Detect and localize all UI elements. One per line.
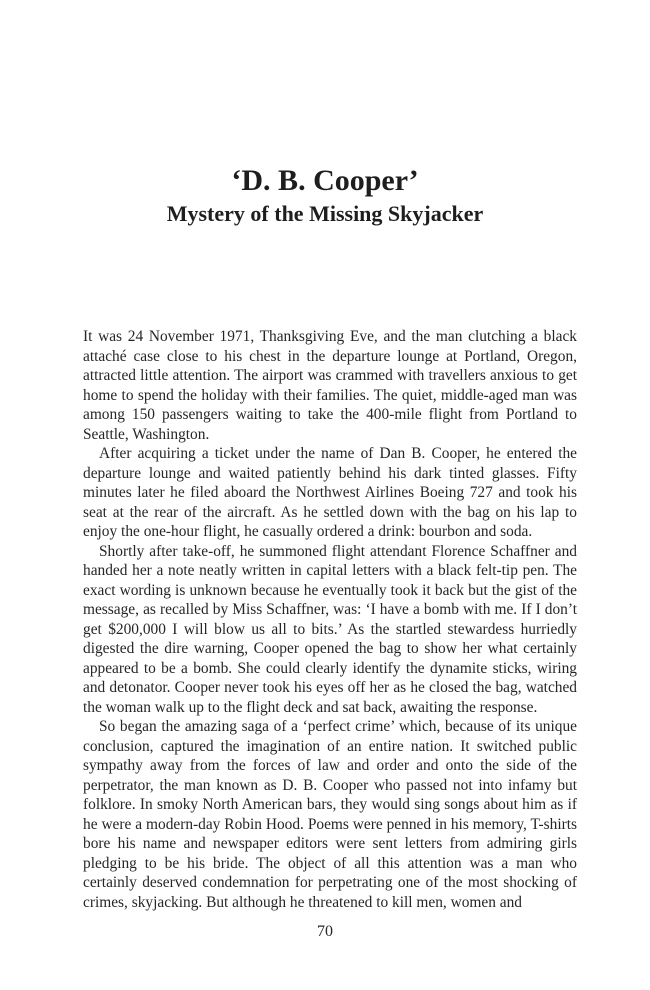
- chapter-body: [83, 327, 577, 912]
- paragraph-1: It was 24 November 1971, Thanksgiving Eve, and the man clutching a black attaché case close to his chest in the departure lounge at Portland, Oregon, attracted little attention. The airport was crammed with travellers anxious to get home to spend the holiday with their families. The quiet, middle-aged man was among 150 passengers waiting to take the 400-mile flight from Portland to Seattle, Washington.: [83, 328, 577, 443]
- paragraph-4: So began the amazing saga of a ‘perfect crime’ which, because of its unique conclusion, captured the imagination of an entire nation. It switched public sympathy away from the forces of law and order and onto the side of the perpetrator, the man known as D. B. Cooper who passed not into infamy but folklore. In smoky North American bars, they would sing songs about him as if he were a modern-day Robin Hood. Poems were penned in his memory, T-shirts bore his name and newspaper editors were sent letters from admiring girls pledging to be his bride. The object of all this attention was a man who certainly deserved condemnation for perpetrating one of the most shocking of crimes, skyjacking. But although he threatened to kill men, women and: [83, 718, 577, 911]
- page-number: 70: [317, 923, 333, 940]
- chapter-title: ‘D. B. Cooper’: [231, 164, 419, 197]
- paragraph-3: Shortly after take-off, he summoned flight attendant Florence Schaffner and handed her a note neatly written in capital letters with a black felt-tip pen. The exact wording is unknown because he eventually took it back but the gist of the message, as recalled by Miss Schaffner, was: ‘I have a bomb with me. If I don’t get $200,000 I will blow us all to bits.’ As the startled stewardess hurriedly digested the dire warning, Cooper opened the bag to show her what certainly appeared to be a bomb. She could clearly identify the dynamite sticks, wiring and detonator. Cooper never took his eyes off her as he closed the bag, watched the woman walk up to the flight deck and sat back, awaiting the response.: [83, 542, 577, 716]
- paragraph-2: After acquiring a ticket under the name of Dan B. Cooper, he entered the departure lounge and waited patiently behind his dark tinted glasses. Fifty minutes later he filed aboard the Northwest Airlines Boeing 727 and took his seat at the rear of the aircraft. As he settled down with the bag on his lap to enjoy the one-hour flight, he casually ordered a drink: bourbon and soda.: [83, 445, 577, 540]
- chapter-subtitle: Mystery of the Missing Skyjacker: [166, 201, 484, 226]
